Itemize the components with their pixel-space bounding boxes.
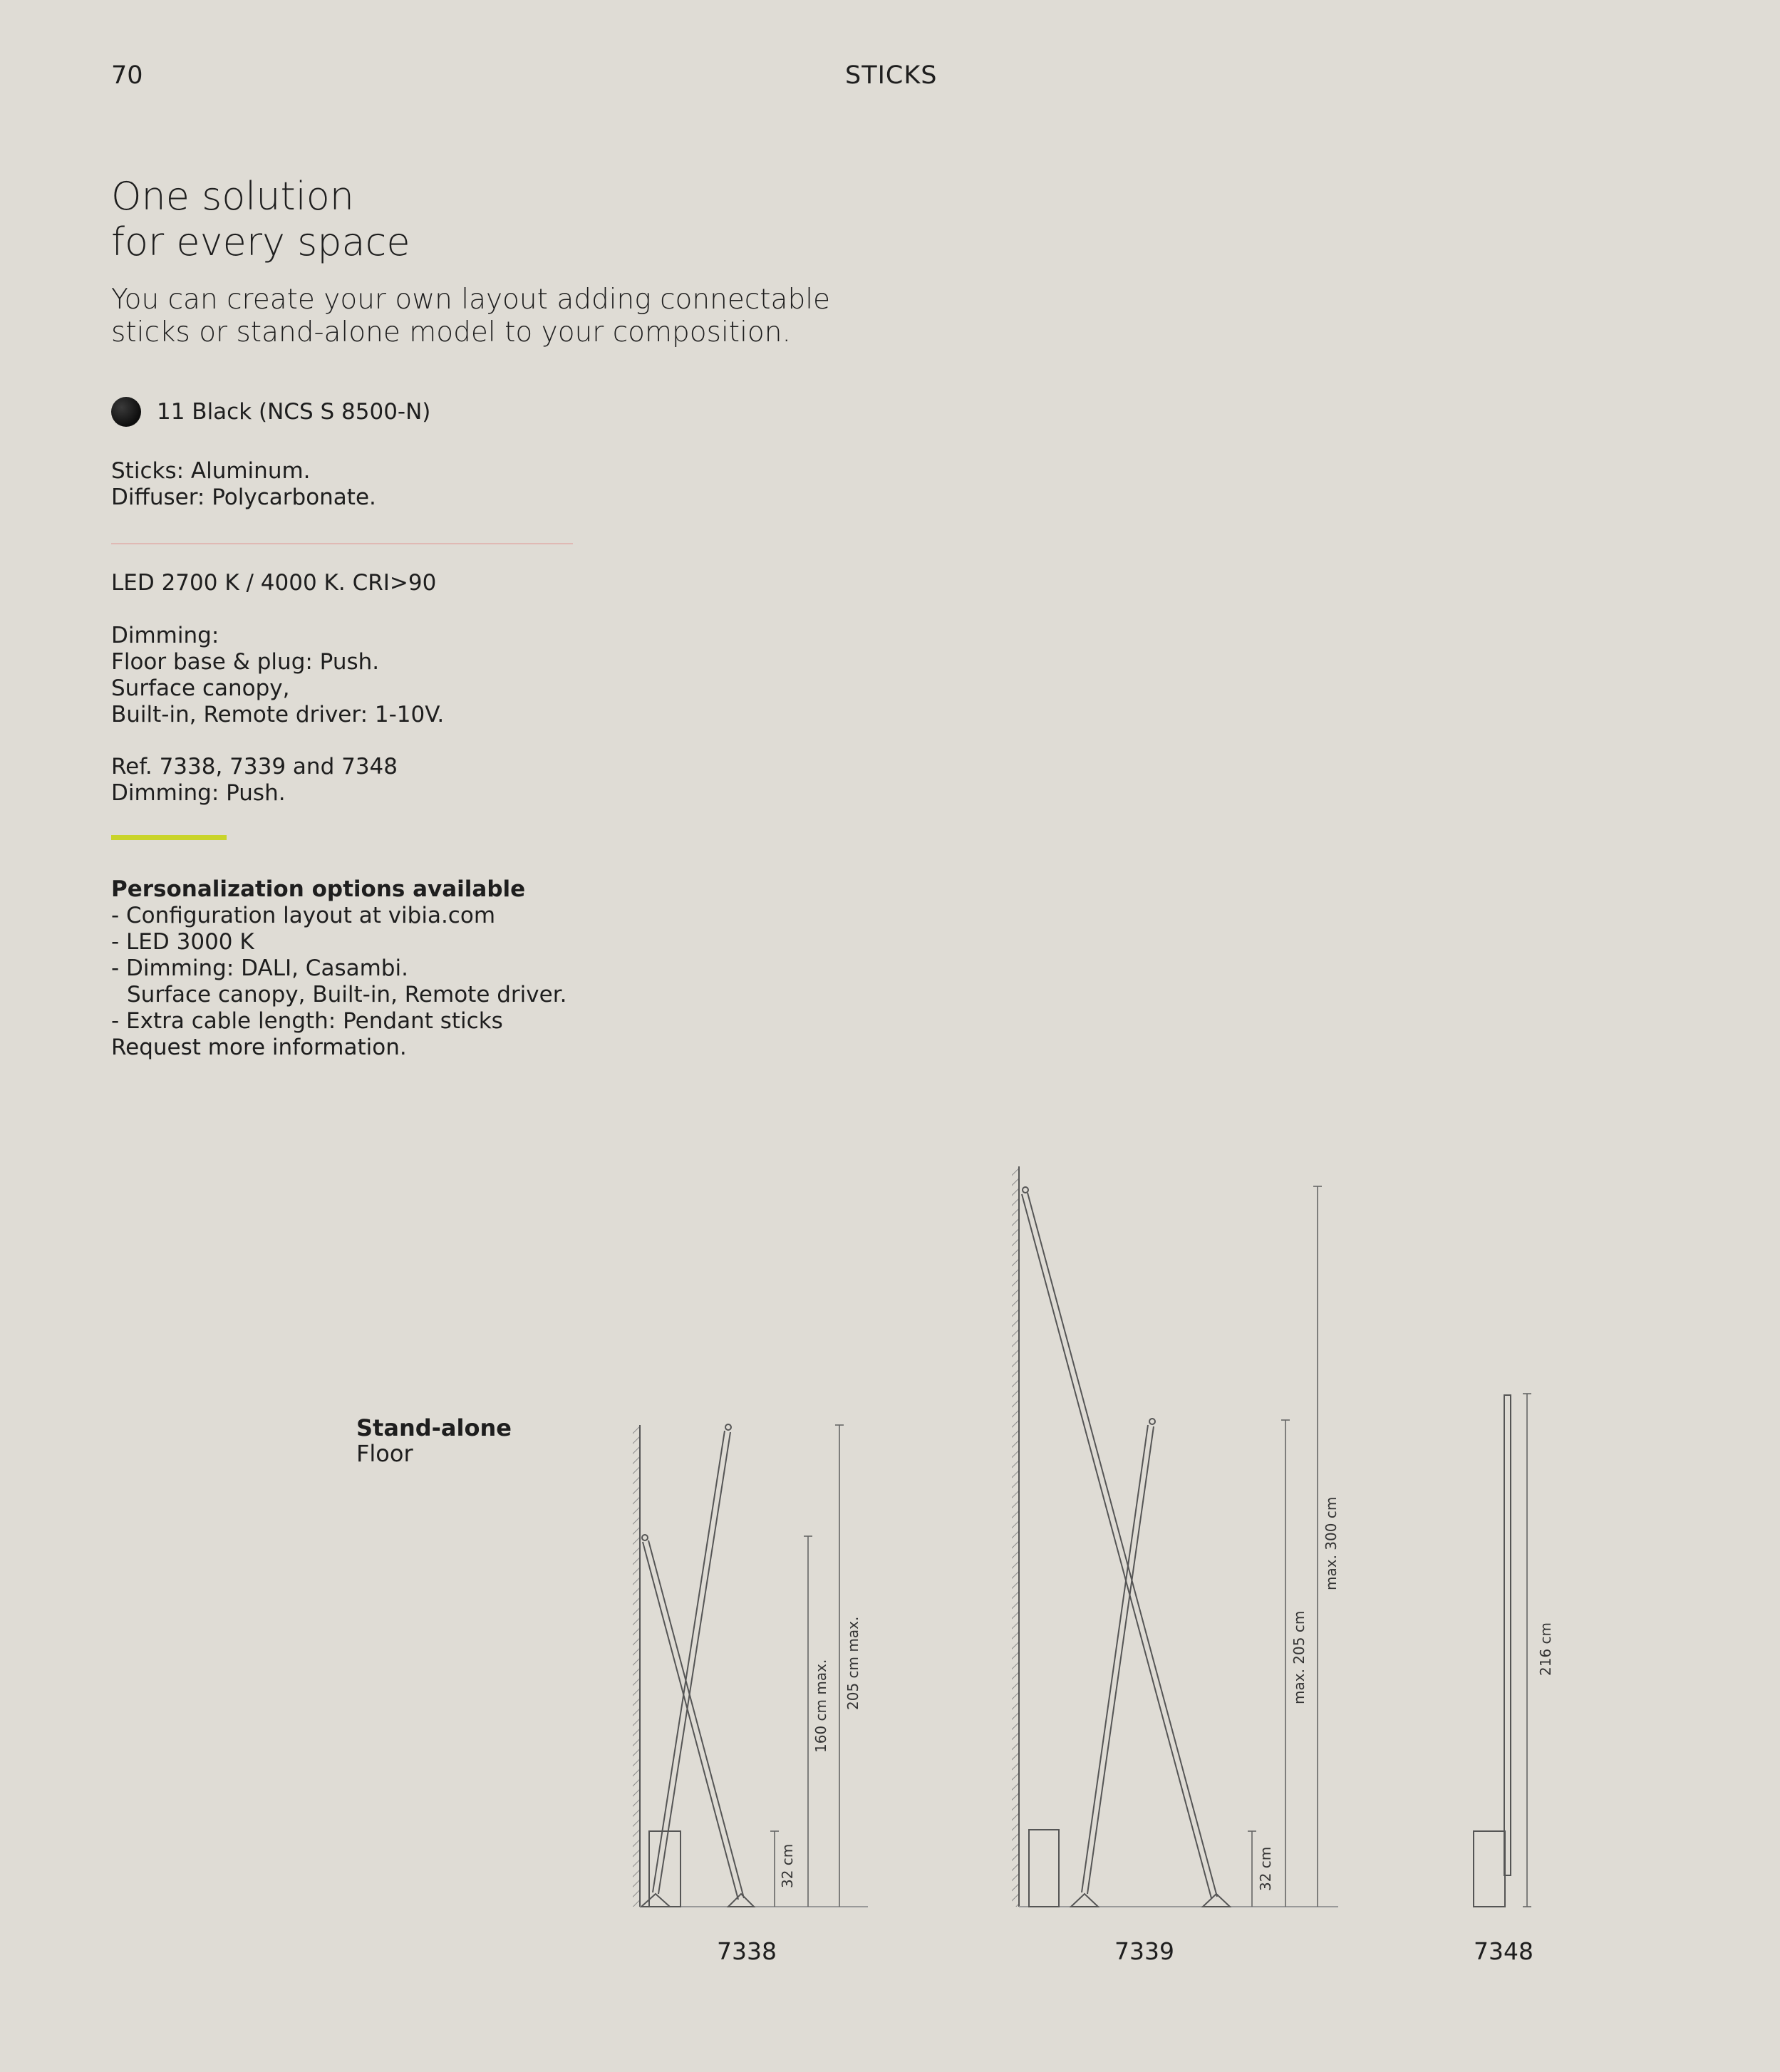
drawing-7339: [1012, 1166, 1338, 1907]
dimension-lines: [770, 1425, 844, 1907]
personalization-title: Personalization options available: [111, 876, 526, 902]
dim-label-7339-32: 32 cm: [1257, 1846, 1274, 1891]
wall-hatch: [1012, 1166, 1019, 1907]
dimming-line-1: Floor base & plug: Push.: [111, 649, 380, 675]
wall-hatch: [633, 1425, 640, 1907]
dim-label-7338-32: 32 cm: [779, 1843, 796, 1888]
materials-diffuser: Diffuser: Polycarbonate.: [111, 485, 376, 510]
stick-short: [1071, 1419, 1155, 1907]
ref-line-1: Ref. 7338, 7339 and 7348: [111, 754, 398, 779]
intro-line-2: sticks or stand-alone model to your composition.: [111, 316, 791, 348]
headline-line-1: One solution: [111, 174, 354, 219]
personalization-item: - Configuration layout at vibia.com: [111, 903, 496, 928]
dimension-lines: [1248, 1186, 1322, 1907]
dimming-line-2: Surface canopy,: [111, 675, 290, 701]
base-box: [1029, 1830, 1059, 1907]
dimension-lines: [1523, 1394, 1531, 1907]
dim-label-7339-300: max. 300 cm: [1323, 1496, 1340, 1590]
base-box: [1474, 1831, 1505, 1907]
headline-line-2: for every space: [111, 219, 410, 264]
personalization-item: Surface canopy, Built-in, Remote driver.: [127, 982, 567, 1007]
dim-label-7338-160: 160 cm max.: [812, 1659, 829, 1753]
personalization-item: - Extra cable length: Pendant sticks: [111, 1008, 503, 1034]
page-number: 70: [111, 61, 143, 90]
dim-label-7348-216: 216 cm: [1537, 1622, 1554, 1676]
dim-label-7339-205: max. 205 cm: [1290, 1610, 1308, 1704]
personalization-item: Request more information.: [111, 1035, 407, 1060]
stick-vertical: [1504, 1395, 1511, 1875]
dimming-line-3: Built-in, Remote driver: 1-10V.: [111, 702, 445, 727]
stick-long: [641, 1424, 731, 1907]
intro-line-1: You can create your own layout adding connectable: [111, 284, 831, 316]
personalization-item: - Dimming: DALI, Casambi.: [111, 955, 408, 981]
ref-line-2: Dimming: Push.: [111, 780, 286, 806]
dimming-title: Dimming:: [111, 623, 219, 648]
personalization-item: - LED 3000 K: [111, 929, 254, 955]
dim-label-7338-205: 205 cm max.: [844, 1616, 861, 1710]
model-7338: 7338: [717, 1937, 777, 1965]
model-7339: 7339: [1114, 1937, 1174, 1965]
led-spec: LED 2700 K / 4000 K. CRI>90: [111, 570, 437, 596]
model-7348: 7348: [1474, 1937, 1533, 1965]
stick-long: [1022, 1187, 1230, 1907]
finish-label: 11 Black (NCS S 8500-N): [157, 399, 431, 425]
section-title: STICKS: [845, 61, 938, 90]
drawing-7348: [1474, 1394, 1531, 1907]
stand-alone-subtitle: Floor: [356, 1440, 413, 1467]
drawing-7338: [633, 1424, 868, 1907]
stand-alone-title: Stand-alone: [356, 1414, 512, 1441]
materials-sticks: Sticks: Aluminum.: [111, 458, 311, 484]
